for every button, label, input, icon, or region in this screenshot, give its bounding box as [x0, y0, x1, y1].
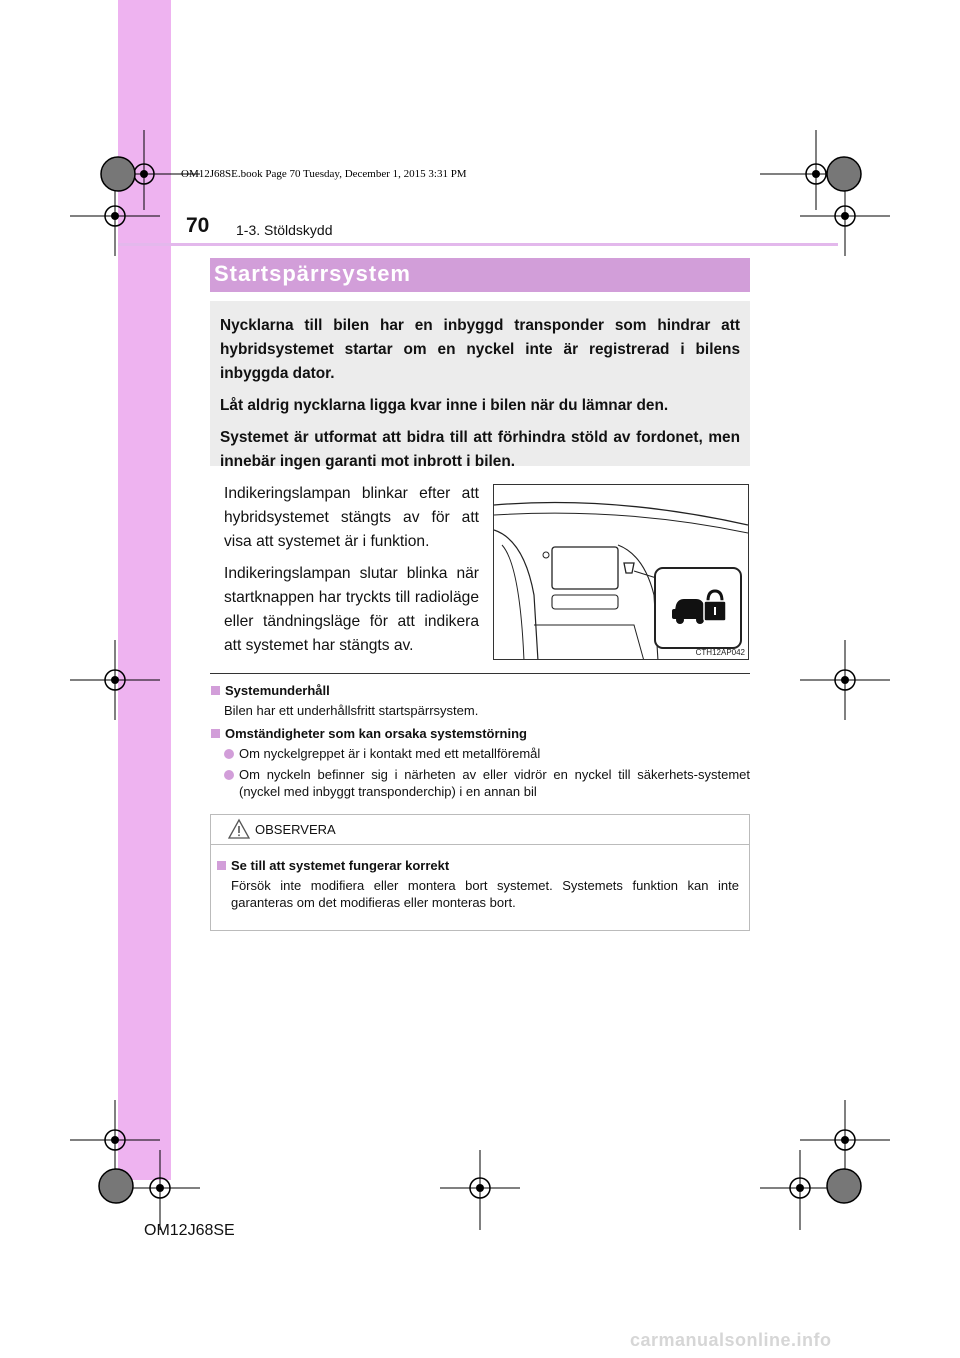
page-number: 70 [186, 214, 210, 237]
registration-sunburst-icon [826, 156, 862, 192]
note-heading-text: Omständigheter som kan orsaka systemstörning [225, 726, 527, 741]
note-bullet [224, 745, 750, 762]
registration-sunburst-icon [98, 1168, 134, 1204]
registration-mark-icon [70, 640, 160, 720]
round-bullet-icon [224, 749, 234, 759]
registration-mark-icon [800, 640, 890, 720]
section-title: Startspärrsystem [210, 258, 750, 292]
note-bullet-text: Om nyckeln befinner sig i närheten av eller vidrör en nyckel till säkerhets-systemet (nyckel med inbyggt transponderchip) i en annan bil [239, 767, 750, 799]
book-stamp: OM12J68SE.book Page 70 Tuesday, December 1, 2015 3:31 PM [181, 168, 467, 180]
warning-heading-text: Se till att systemet fungerar korrekt [231, 858, 450, 873]
watermark: carmanualsonline.info [630, 1330, 832, 1350]
square-bullet-icon [211, 729, 220, 738]
round-bullet-icon [224, 770, 234, 780]
figure-code: CTH12AP042 [695, 648, 745, 657]
registration-mark-icon [440, 1150, 520, 1230]
intro-paragraph: Systemet är utformat att bidra till att förhindra stöld av fordonet, men innebär ingen garanti mot inbrott i bilen. [220, 429, 740, 470]
indicator-callout [654, 567, 742, 649]
dashboard-illustration [493, 484, 749, 660]
square-bullet-icon [211, 686, 220, 695]
warning-header [211, 815, 749, 845]
notes-section [210, 682, 750, 804]
body-text [224, 482, 479, 666]
footer-doc-code: OM12J68SE [144, 1222, 235, 1239]
note-bullet [224, 766, 750, 800]
body-paragraph: Indikeringslampan slutar blinka när startknappen har tryckts till radioläge eller tändningsläge för att indikera att systemet har stängts av. [224, 565, 479, 654]
registration-sunburst-icon [826, 1168, 862, 1204]
warning-text: Försök inte modifiera eller montera bort systemet. Systemets funktion kan inte garanteras om det modifieras eller monteras bort. [231, 878, 739, 910]
note-heading [210, 682, 750, 700]
warning-heading [217, 857, 739, 875]
note-heading [210, 725, 750, 743]
note-heading-text: Systemunderhåll [225, 683, 330, 698]
warning-body [211, 845, 749, 911]
note-bullet-text: Om nyckelgreppet är i kontakt med ett metallföremål [239, 746, 541, 761]
body-paragraph: Indikeringslampan blinkar efter att hybridsystemet stängts av för att visa att systemet är i funktion. [224, 485, 479, 550]
intro-paragraph: Låt aldrig nycklarna ligga kvar inne i bilen när du lämnar den. [220, 397, 669, 414]
header-rule [118, 243, 838, 246]
chapter-title: 1-3. Stöldskydd [236, 222, 333, 238]
registration-sunburst-icon [100, 156, 136, 192]
notes-rule [210, 673, 750, 674]
warning-box [210, 814, 750, 931]
car-lock-indicator-icon [670, 587, 726, 627]
intro-box [210, 301, 750, 470]
square-bullet-icon [217, 861, 226, 870]
warning-label: OBSERVERA [255, 822, 336, 837]
warning-triangle-icon [227, 818, 251, 840]
note-text: Bilen har ett underhållsfritt startspärrsystem. [224, 703, 479, 718]
intro-paragraph: Nycklarna till bilen har en inbyggd transponder som hindrar att hybridsystemet startar om en nyckel inte är registrerad i bilens inbyggda dator. [220, 317, 740, 382]
